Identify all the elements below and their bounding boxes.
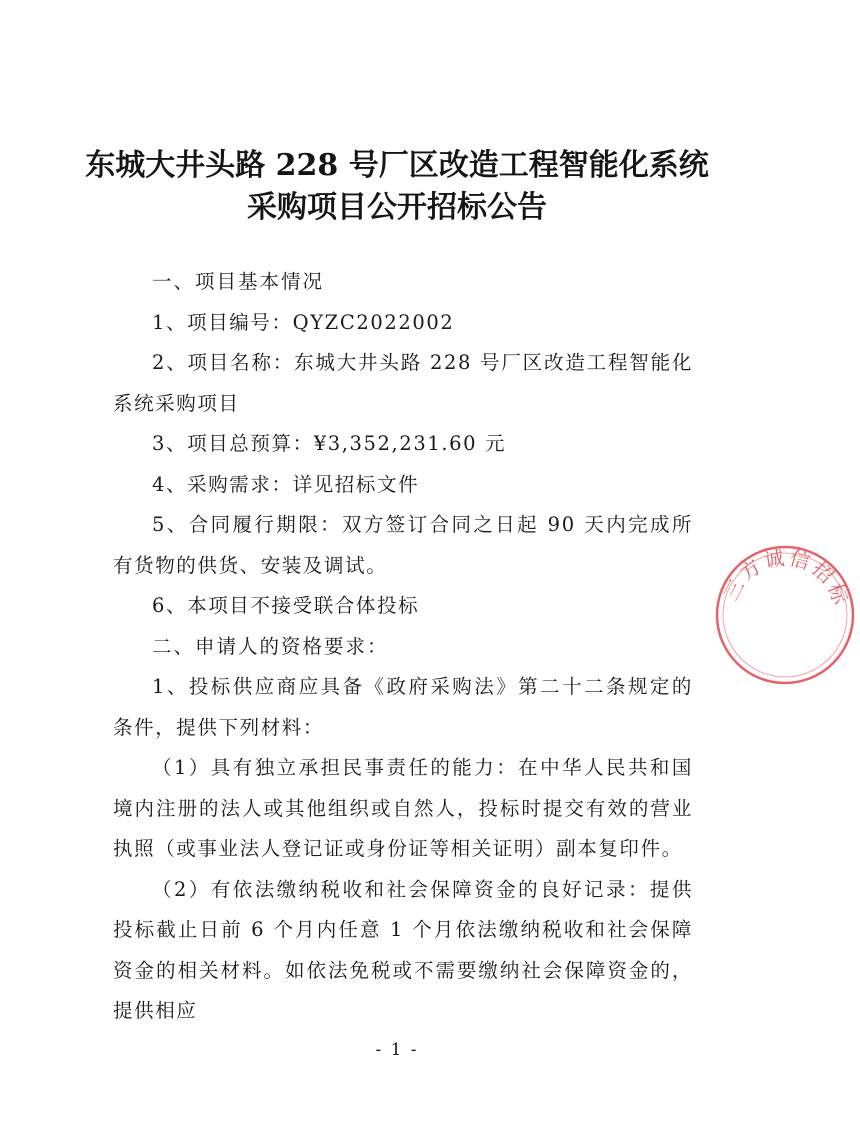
paragraph-project-number: 1、项目编号：QYZC2022002 [152, 310, 455, 334]
paragraph-qualification-1-1: （1）具有独立承担民事责任的能力：在中华人民共和国境内注册的法人或其他组织或自然人，投标时提交有效的营业执照（或事业法人登记证或身份证等相关证明）副本复印件。 [113, 756, 693, 860]
paragraph-procurement-requirement: 4、采购需求：详见招标文件 [152, 472, 420, 496]
document-title-line-1: 东城大井头路 228 号厂区改造工程智能化系统 [85, 148, 709, 183]
paragraph-qualification-1-2: （2）有依法缴纳税收和社会保障资金的良好记录：提供投标截止日前 6 个月内任意 1 个月依法缴纳税收和社会保障资金的相关材料。如依法免税或不需要缴纳社会保障资金的，提供相应 [113, 877, 693, 1022]
paragraph-no-consortium: 6、本项目不接受联合体投标 [152, 594, 420, 617]
document-body [113, 262, 693, 1032]
paragraph-contract-period: 5、合同履行期限：双方签订合同之日起 90 天内完成所有货物的供货、安装及调试。 [113, 513, 693, 577]
section-heading-qualifications: 二、申请人的资格要求： [152, 634, 389, 658]
paragraph-project-budget: 3、项目总预算：¥3,352,231.60 元 [152, 432, 507, 455]
paragraph-qualification-1: 1、投标供应商应具备《政府采购法》第二十二条规定的条件，提供下列材料： [113, 675, 693, 739]
paragraph-project-name: 2、项目名称：东城大井头路 228 号厂区改造工程智能化系统采购项目 [113, 351, 693, 415]
document-title-line-2: 采购项目公开招标公告 [247, 190, 547, 225]
page-number: - 1 - [375, 1040, 419, 1060]
section-heading-basic-info: 一、项目基本情况 [152, 270, 325, 293]
svg-text:三方诚信招标: 三方诚信招标 [718, 545, 854, 611]
seal-stamp-icon [710, 540, 860, 690]
